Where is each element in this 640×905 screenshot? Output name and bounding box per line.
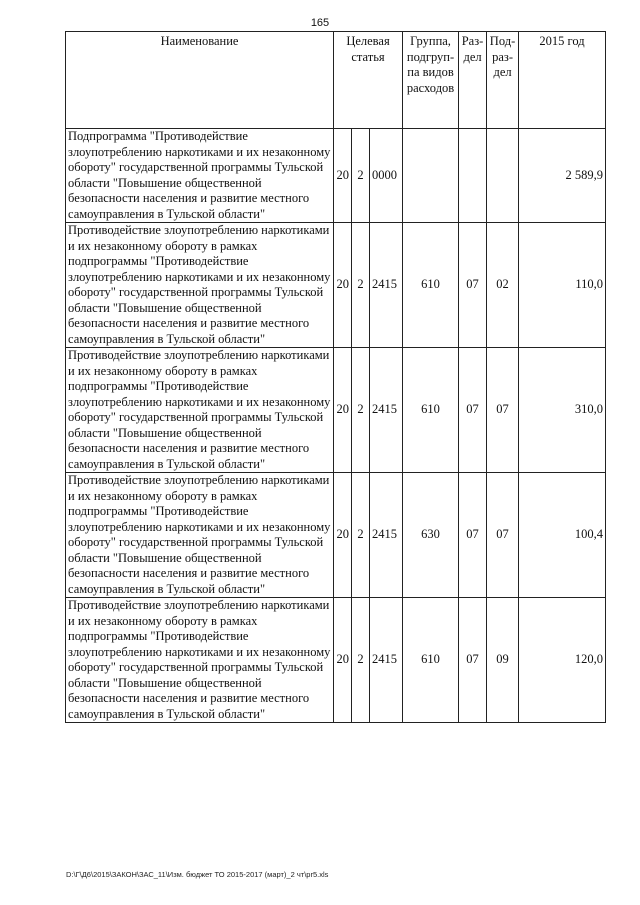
row-section-cell: 07 bbox=[459, 223, 487, 348]
table-row bbox=[66, 473, 606, 598]
header-subsection: Под-раз-дел bbox=[487, 32, 519, 129]
row-amount-cell: 110,0 bbox=[519, 223, 606, 348]
budget-table bbox=[65, 31, 606, 723]
table-row bbox=[66, 348, 606, 473]
page-number: 165 bbox=[310, 17, 330, 29]
row-expense-group-cell: 630 bbox=[403, 473, 459, 598]
row-section-cell: 07 bbox=[459, 598, 487, 723]
row-code-direction-cell: 2415 bbox=[370, 348, 403, 473]
row-code-program-cell: 20 bbox=[334, 129, 352, 223]
row-code-subprogram-cell: 2 bbox=[352, 473, 370, 598]
row-expense-group-cell bbox=[403, 129, 459, 223]
row-subsection-cell: 02 bbox=[487, 223, 519, 348]
row-name-cell: Противодействие злоупотреблению наркотиками и их незаконному обороту в рамках подпрограммы "Противодействие злоупотреблению наркотиками и их незаконному обороту" государственной программы Тульской области "Повышение общественной безопасности населения и развитие местного самоуправления в Тульской области" bbox=[66, 348, 334, 473]
row-amount-cell: 2 589,9 bbox=[519, 129, 606, 223]
header-target-article: Целевая статья bbox=[334, 32, 403, 129]
row-name-cell: Противодействие злоупотреблению наркотиками и их незаконному обороту в рамках подпрограммы "Противодействие злоупотреблению наркотиками и их незаконному обороту" государственной программы Тульской области "Повышение общественной безопасности населения и развитие местного самоуправления в Тульской области" bbox=[66, 223, 334, 348]
row-amount-cell: 100,4 bbox=[519, 473, 606, 598]
file-path-footer: D:\Г\Д6\2015\ЗАКОН\ЗАС_11\Изм. бюджет ТО 2015-2017 (март)_2 чт\pr5.xls bbox=[66, 870, 329, 879]
header-year: 2015 год bbox=[519, 32, 606, 129]
row-amount-cell: 310,0 bbox=[519, 348, 606, 473]
row-code-program-cell: 20 bbox=[334, 598, 352, 723]
row-code-program-cell: 20 bbox=[334, 348, 352, 473]
row-name-cell: Подпрограмма "Противодействие злоупотреблению наркотиками и их незаконному обороту" государственной программы Тульской области "Повышение общественной безопасности населения и развитие местного самоуправления в Тульской области" bbox=[66, 129, 334, 223]
row-name-cell: Противодействие злоупотреблению наркотиками и их незаконному обороту в рамках подпрограммы "Противодействие злоупотреблению наркотиками и их незаконному обороту" государственной программы Тульской области "Повышение общественной безопасности населения и развитие местного самоуправления в Тульской области" bbox=[66, 473, 334, 598]
row-code-subprogram-cell: 2 bbox=[352, 223, 370, 348]
row-code-direction-cell: 0000 bbox=[370, 129, 403, 223]
row-section-cell: 07 bbox=[459, 348, 487, 473]
table-body bbox=[66, 129, 606, 723]
row-code-program-cell: 20 bbox=[334, 473, 352, 598]
row-section-cell bbox=[459, 129, 487, 223]
row-code-program-cell: 20 bbox=[334, 223, 352, 348]
row-code-direction-cell: 2415 bbox=[370, 223, 403, 348]
row-expense-group-cell: 610 bbox=[403, 348, 459, 473]
table-row bbox=[66, 129, 606, 223]
header-section: Раз-дел bbox=[459, 32, 487, 129]
row-subsection-cell: 07 bbox=[487, 348, 519, 473]
row-code-subprogram-cell: 2 bbox=[352, 598, 370, 723]
row-expense-group-cell: 610 bbox=[403, 598, 459, 723]
row-subsection-cell: 07 bbox=[487, 473, 519, 598]
row-code-direction-cell: 2415 bbox=[370, 473, 403, 598]
row-code-direction-cell: 2415 bbox=[370, 598, 403, 723]
table-row bbox=[66, 598, 606, 723]
row-amount-cell: 120,0 bbox=[519, 598, 606, 723]
row-section-cell: 07 bbox=[459, 473, 487, 598]
row-expense-group-cell: 610 bbox=[403, 223, 459, 348]
row-code-subprogram-cell: 2 bbox=[352, 348, 370, 473]
header-name: Наименование bbox=[66, 32, 334, 129]
header-expense-group: Группа, подгруп-па видов расходов bbox=[403, 32, 459, 129]
row-subsection-cell bbox=[487, 129, 519, 223]
row-name-cell: Противодействие злоупотреблению наркотиками и их незаконному обороту в рамках подпрограммы "Противодействие злоупотреблению наркотиками и их незаконному обороту" государственной программы Тульской области "Повышение общественной безопасности населения и развитие местного самоуправления в Тульской области" bbox=[66, 598, 334, 723]
row-subsection-cell: 09 bbox=[487, 598, 519, 723]
table-header-row bbox=[66, 32, 606, 129]
table-row bbox=[66, 223, 606, 348]
row-code-subprogram-cell: 2 bbox=[352, 129, 370, 223]
